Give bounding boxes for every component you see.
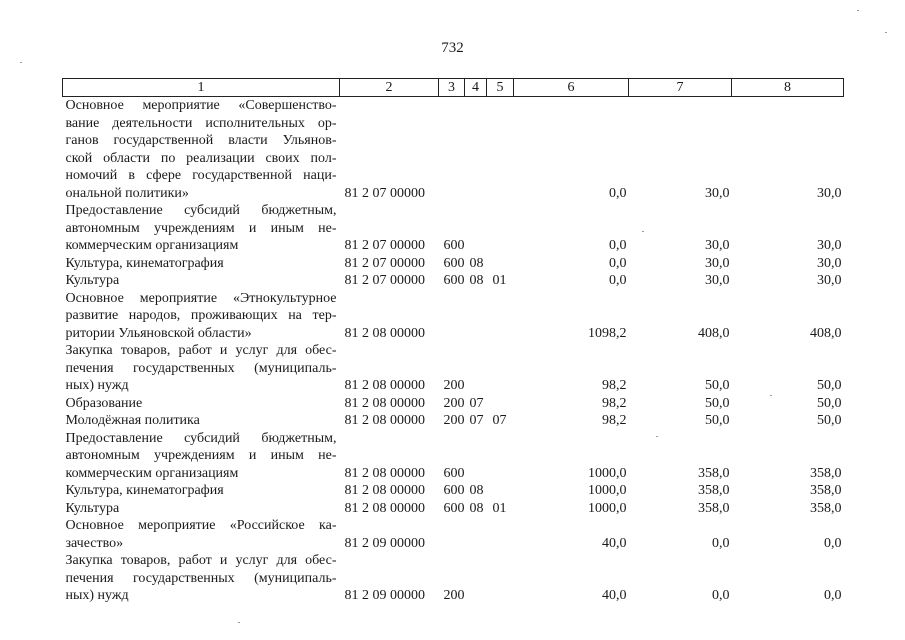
name-line: номочий в сфере государственной наци- — [65, 168, 337, 183]
name-line: ональной политики» — [65, 185, 189, 201]
name-line: Культура, кинематография — [65, 483, 224, 498]
name-line: зачество» — [65, 535, 124, 551]
cell-value-col7: 408,0 — [698, 325, 730, 341]
table-row — [63, 290, 844, 343]
cell-value-col8: 358,0 — [810, 465, 842, 481]
cell-value-col6: 40,0 — [602, 535, 627, 551]
cell-pr — [487, 517, 514, 552]
name-line: Культура — [65, 500, 120, 516]
name-line: Закупка товаров, работ и услуг для обес- — [65, 343, 337, 358]
cell-value-col7: 358,0 — [698, 465, 730, 481]
cell-rz: 08 — [469, 483, 484, 498]
cell-rz — [465, 202, 487, 255]
cell-name — [63, 202, 340, 255]
cell-pr: 01 — [492, 500, 507, 516]
cell-value-col7: 30,0 — [705, 255, 730, 271]
cell-code: 81 2 09 00000 — [344, 535, 425, 551]
name-line: автономным учреждениям и иным не- — [65, 220, 337, 236]
cell-code: 81 2 08 00000 — [344, 413, 425, 428]
name-line: Предоставление субсидий бюджетным, — [65, 203, 337, 218]
name-line: печения государственных (муниципаль- — [65, 570, 337, 586]
cell-name — [63, 97, 340, 203]
cell-name — [63, 430, 340, 483]
table-row — [63, 500, 844, 518]
cell-code: 81 2 07 00000 — [344, 185, 425, 201]
cell-pr — [487, 395, 514, 413]
table-row — [63, 395, 844, 413]
cell-rz: 08 — [469, 273, 484, 288]
name-line: ных) нужд — [65, 378, 129, 393]
scan-speck — [885, 32, 887, 33]
cell-value-col8: 50,0 — [817, 395, 842, 411]
cell-rz: 07 — [469, 413, 484, 428]
column-header-8: 8 — [732, 79, 844, 97]
cell-rz: 07 — [469, 395, 484, 411]
table-row — [63, 430, 844, 483]
cell-value-col7: 30,0 — [705, 238, 730, 253]
scan-speck — [20, 62, 22, 63]
cell-pr — [487, 430, 514, 483]
cell-vr: 200 — [443, 413, 465, 428]
cell-name — [63, 395, 340, 413]
budget-table — [62, 78, 844, 605]
column-header-3: 3 — [439, 79, 465, 97]
cell-value-col8: 408,0 — [810, 325, 842, 341]
column-header-5: 5 — [487, 79, 514, 97]
name-line: развитие народов, проживающих на тер- — [65, 308, 337, 323]
cell-value-col6: 0,0 — [609, 273, 627, 288]
name-line: ганов государственной власти Ульянов- — [65, 133, 337, 148]
cell-value-col7: 50,0 — [705, 395, 730, 411]
table-row — [63, 272, 844, 290]
scan-speck — [857, 10, 859, 11]
cell-name — [63, 342, 340, 395]
cell-code: 81 2 08 00000 — [344, 325, 425, 341]
cell-value-col7: 50,0 — [705, 378, 730, 393]
scan-speck — [770, 395, 772, 396]
name-line: Основное мероприятие «Совершенство- — [65, 98, 337, 113]
cell-vr: 600 — [443, 238, 465, 253]
cell-pr — [487, 342, 514, 395]
name-line: Культура — [65, 273, 120, 288]
scan-speck — [238, 622, 240, 623]
table-row — [63, 517, 844, 552]
name-line: коммерческим организациям — [65, 465, 239, 481]
cell-pr — [487, 97, 514, 203]
cell-pr — [487, 290, 514, 343]
cell-code: 81 2 09 00000 — [344, 588, 425, 603]
cell-rz — [465, 290, 487, 343]
column-header-7: 7 — [629, 79, 732, 97]
cell-name — [63, 552, 340, 605]
name-line: Предоставление субсидий бюджетным, — [65, 430, 337, 446]
table-row — [63, 342, 844, 395]
cell-value-col7: 0,0 — [712, 535, 730, 551]
name-line: Основное мероприятие «Этнокультурное — [65, 290, 337, 306]
column-header-6: 6 — [514, 79, 629, 97]
cell-value-col7: 30,0 — [705, 273, 730, 288]
cell-value-col8: 0,0 — [824, 535, 842, 551]
table-row — [63, 255, 844, 273]
cell-pr: 01 — [492, 273, 507, 288]
scan-speck — [642, 231, 644, 232]
name-line: Культура, кинематография — [65, 255, 224, 271]
table-row — [63, 552, 844, 605]
cell-value-col6: 0,0 — [609, 185, 627, 201]
cell-name — [63, 290, 340, 343]
cell-value-col8: 30,0 — [817, 273, 842, 288]
cell-value-col6: 98,2 — [602, 395, 627, 411]
header-row — [63, 79, 844, 97]
cell-value-col6: 1000,0 — [588, 483, 627, 498]
cell-value-col6: 0,0 — [609, 255, 627, 271]
scan-speck — [656, 436, 658, 437]
column-header-4: 4 — [465, 79, 487, 97]
cell-pr — [487, 202, 514, 255]
cell-name — [63, 255, 340, 273]
cell-value-col6: 98,2 — [602, 413, 627, 428]
name-line: ритории Ульяновской области» — [65, 325, 252, 341]
cell-name — [63, 482, 340, 500]
cell-value-col6: 40,0 — [602, 588, 627, 603]
table-row — [63, 202, 844, 255]
cell-value-col7: 50,0 — [705, 413, 730, 428]
name-line: Закупка товаров, работ и услуг для обес- — [65, 553, 337, 568]
table-row — [63, 97, 844, 203]
cell-code: 81 2 08 00000 — [344, 395, 425, 411]
cell-value-col8: 30,0 — [817, 255, 842, 271]
cell-code: 81 2 08 00000 — [344, 378, 425, 393]
cell-value-col6: 1000,0 — [588, 465, 627, 481]
cell-pr: 07 — [492, 413, 507, 428]
cell-vr — [439, 517, 465, 552]
cell-value-col8: 0,0 — [824, 588, 842, 603]
cell-code: 81 2 08 00000 — [344, 483, 425, 498]
cell-vr — [439, 290, 465, 343]
cell-code: 81 2 07 00000 — [344, 238, 425, 253]
page-number: 732 — [441, 40, 464, 56]
cell-code: 81 2 07 00000 — [344, 255, 425, 271]
cell-value-col8: 50,0 — [817, 413, 842, 428]
cell-value-col7: 358,0 — [698, 483, 730, 498]
cell-rz — [465, 97, 487, 203]
name-line: автономным учреждениям и иным не- — [65, 448, 337, 463]
name-line: ской области по реализации своих пол- — [65, 150, 337, 166]
cell-rz — [465, 430, 487, 483]
cell-vr: 200 — [443, 378, 465, 393]
name-line: Основное мероприятие «Российское ка- — [65, 518, 337, 533]
cell-value-col8: 358,0 — [810, 483, 842, 498]
cell-vr: 600 — [443, 273, 465, 288]
cell-value-col8: 30,0 — [817, 238, 842, 253]
table-row — [63, 412, 844, 430]
cell-name — [63, 517, 340, 552]
cell-vr — [439, 97, 465, 203]
cell-vr: 600 — [443, 465, 465, 481]
cell-value-col7: 358,0 — [698, 500, 730, 516]
cell-rz: 08 — [469, 500, 484, 516]
table-header — [63, 79, 844, 97]
cell-code: 81 2 08 00000 — [344, 465, 425, 481]
cell-rz — [465, 517, 487, 552]
cell-value-col7: 0,0 — [712, 588, 730, 603]
cell-vr: 200 — [443, 395, 465, 411]
table-body — [63, 97, 844, 605]
cell-pr — [487, 255, 514, 273]
name-line: ных) нужд — [65, 588, 129, 603]
cell-name — [63, 272, 340, 290]
cell-code: 81 2 08 00000 — [344, 500, 425, 516]
cell-vr: 200 — [443, 588, 465, 603]
cell-value-col8: 358,0 — [810, 500, 842, 516]
cell-pr — [487, 552, 514, 605]
cell-rz — [465, 342, 487, 395]
cell-vr: 600 — [443, 255, 465, 271]
cell-vr: 600 — [443, 500, 465, 516]
cell-value-col8: 30,0 — [817, 185, 842, 201]
cell-value-col6: 98,2 — [602, 378, 627, 393]
column-header-1: 1 — [63, 79, 340, 97]
name-line: Молодёжная политика — [65, 413, 200, 428]
cell-code: 81 2 07 00000 — [344, 273, 425, 288]
cell-vr: 600 — [443, 483, 465, 498]
cell-pr — [487, 482, 514, 500]
cell-value-col6: 1000,0 — [588, 500, 627, 516]
cell-rz: 08 — [469, 255, 484, 271]
cell-value-col6: 0,0 — [609, 238, 627, 253]
cell-name — [63, 412, 340, 430]
cell-value-col7: 30,0 — [705, 185, 730, 201]
cell-rz — [465, 552, 487, 605]
name-line: печения государственных (муниципаль- — [65, 360, 337, 376]
cell-value-col8: 50,0 — [817, 378, 842, 393]
table-row — [63, 482, 844, 500]
cell-value-col6: 1098,2 — [588, 325, 627, 341]
column-header-2: 2 — [340, 79, 439, 97]
name-line: Образование — [65, 395, 143, 411]
cell-name — [63, 500, 340, 518]
name-line: коммерческим организациям — [65, 238, 239, 253]
name-line: вание деятельности исполнительных ор- — [65, 115, 337, 131]
